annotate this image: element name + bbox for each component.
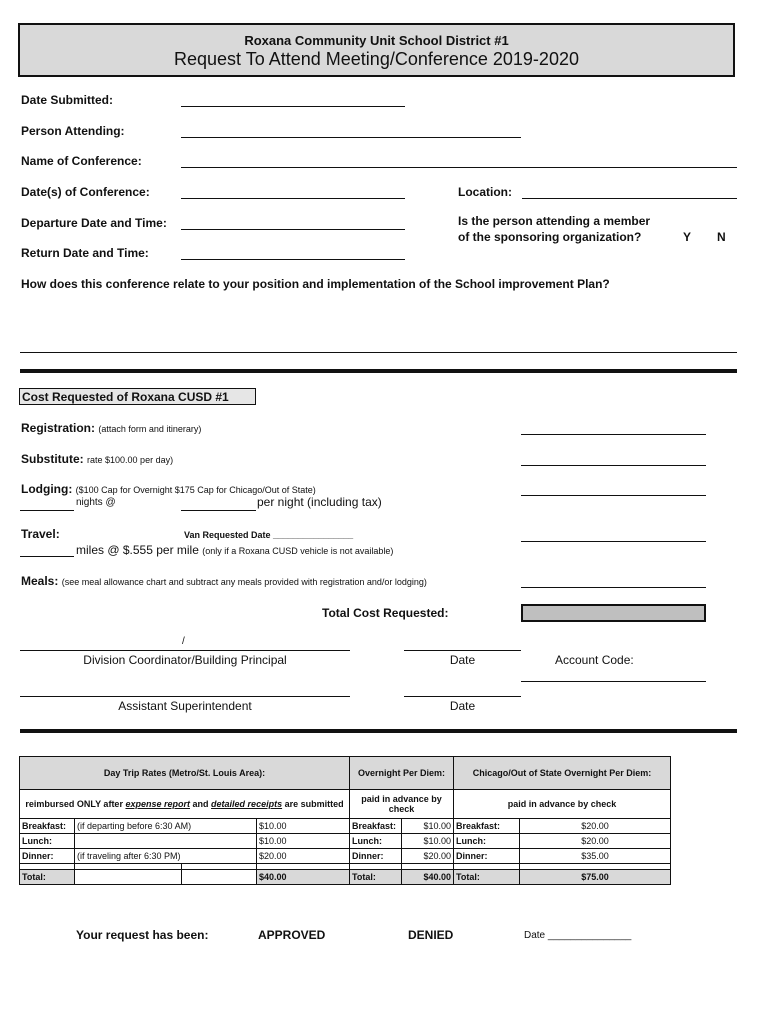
conference-dates-field[interactable] bbox=[181, 198, 405, 199]
return-field[interactable] bbox=[181, 259, 405, 260]
form-header bbox=[18, 23, 735, 77]
location-label: Location: bbox=[458, 185, 512, 199]
cost-section-header: Cost Requested of Roxana CUSD #1 bbox=[19, 388, 256, 405]
request-status-label: Your request has been: bbox=[76, 928, 209, 942]
coordinator-date-label: Date bbox=[449, 653, 476, 667]
substitute-label: Substitute: bbox=[21, 452, 84, 466]
person-attending-field[interactable] bbox=[181, 137, 521, 138]
registration-row bbox=[21, 421, 201, 435]
lodging-note: ($100 Cap for Overnight $175 Cap for Chicago/Out of State) bbox=[75, 485, 316, 495]
denied-option[interactable]: DENIED bbox=[408, 928, 454, 942]
substitute-note: rate $100.00 per day) bbox=[87, 455, 174, 465]
meals-amount-field[interactable] bbox=[521, 587, 706, 588]
conference-dates-label: Date(s) of Conference: bbox=[21, 185, 150, 199]
member-yes-option[interactable]: Y bbox=[683, 230, 692, 244]
total-cost-field[interactable] bbox=[521, 604, 706, 622]
overnight-header: Overnight Per Diem: bbox=[350, 757, 454, 790]
per-night-label: per night (including tax) bbox=[257, 495, 382, 509]
date-submitted-field[interactable] bbox=[181, 106, 405, 107]
member-no-option[interactable]: N bbox=[717, 230, 726, 244]
approved-option[interactable]: APPROVED bbox=[258, 928, 326, 942]
assistant-date-field[interactable] bbox=[404, 696, 521, 697]
section-divider-2 bbox=[20, 729, 737, 733]
nights-count-field[interactable] bbox=[20, 510, 74, 511]
relation-answer-field[interactable] bbox=[20, 352, 737, 353]
day-trip-header: Day Trip Rates (Metro/St. Louis Area): bbox=[20, 757, 350, 790]
signature-slash: / bbox=[182, 636, 185, 647]
coordinator-signature-field[interactable] bbox=[20, 650, 350, 651]
member-question-line1: Is the person attending a member bbox=[458, 214, 651, 228]
substitute-row bbox=[21, 452, 173, 466]
meals-row bbox=[21, 574, 427, 588]
person-attending-label: Person Attending: bbox=[21, 124, 125, 138]
table-total-row: Total: $40.00 Total: $40.00 Total: $75.00 bbox=[20, 870, 671, 885]
assistant-label: Assistant Superintendent bbox=[118, 699, 252, 713]
registration-amount-field[interactable] bbox=[521, 434, 706, 435]
nights-label: nights @ bbox=[76, 497, 116, 508]
date-submitted-label: Date Submitted: bbox=[21, 93, 114, 107]
travel-label: Travel: bbox=[21, 527, 60, 541]
section-divider-1 bbox=[20, 369, 737, 373]
form-title: Request To Attend Meeting/Conference 2019-2020 bbox=[174, 49, 579, 69]
van-requested-date[interactable]: Van Requested Date ________________ bbox=[184, 530, 354, 540]
coordinator-label: Division Coordinator/Building Principal bbox=[83, 653, 287, 667]
table-row: Breakfast: (if departing before 6:30 AM) $10.00 Breakfast: $10.00 Breakfast: $20.00 bbox=[20, 819, 671, 834]
departure-label: Departure Date and Time: bbox=[21, 216, 167, 230]
chicago-header: Chicago/Out of State Overnight Per Diem: bbox=[454, 757, 671, 790]
overnight-subheader: paid in advance by check bbox=[350, 790, 454, 819]
miles-count-field[interactable] bbox=[20, 556, 74, 557]
assistant-signature-field[interactable] bbox=[20, 696, 350, 697]
lodging-amount-field[interactable] bbox=[521, 495, 706, 496]
table-row: Dinner: (if traveling after 6:30 PM) $20.00 Dinner: $20.00 Dinner: $35.00 bbox=[20, 849, 671, 864]
nightly-rate-field[interactable] bbox=[181, 510, 256, 511]
meals-label: Meals: bbox=[21, 574, 59, 588]
account-code-label: Account Code: bbox=[555, 653, 634, 667]
day-trip-subheader: reimbursed ONLY after expense report and detailed receipts are submitted bbox=[20, 790, 350, 819]
assistant-date-label: Date bbox=[449, 699, 476, 713]
miles-label: miles @ $.555 per mile bbox=[76, 543, 199, 557]
registration-note: (attach form and itinerary) bbox=[98, 424, 202, 434]
conference-name-label: Name of Conference: bbox=[21, 154, 142, 168]
lodging-label: Lodging: bbox=[21, 482, 73, 496]
relation-question: How does this conference relate to your position and implementation of the School improvement Plan? bbox=[21, 277, 610, 291]
travel-amount-field[interactable] bbox=[521, 541, 706, 542]
member-question-line2: of the sponsoring organization? bbox=[458, 230, 642, 244]
lodging-row bbox=[21, 482, 316, 496]
chicago-subheader: paid in advance by check bbox=[454, 790, 671, 819]
total-cost-label: Total Cost Requested: bbox=[322, 606, 449, 620]
substitute-amount-field[interactable] bbox=[521, 465, 706, 466]
departure-field[interactable] bbox=[181, 229, 405, 230]
district-name: Roxana Community Unit School District #1 bbox=[244, 33, 509, 48]
meals-note: (see meal allowance chart and subtract any meals provided with registration and/or lodging) bbox=[61, 577, 427, 587]
miles-row bbox=[76, 543, 393, 557]
table-row: Lunch: $10.00 Lunch: $10.00 Lunch: $20.00 bbox=[20, 834, 671, 849]
location-field[interactable] bbox=[522, 198, 737, 199]
return-label: Return Date and Time: bbox=[21, 246, 149, 260]
conference-name-field[interactable] bbox=[181, 167, 737, 168]
miles-note: (only if a Roxana CUSD vehicle is not available) bbox=[202, 546, 394, 556]
account-code-field[interactable] bbox=[521, 681, 706, 682]
registration-label: Registration: bbox=[21, 421, 96, 435]
decision-date-field[interactable]: Date _______________ bbox=[524, 930, 632, 941]
meal-rates-table bbox=[19, 756, 671, 885]
coordinator-date-field[interactable] bbox=[404, 650, 521, 651]
